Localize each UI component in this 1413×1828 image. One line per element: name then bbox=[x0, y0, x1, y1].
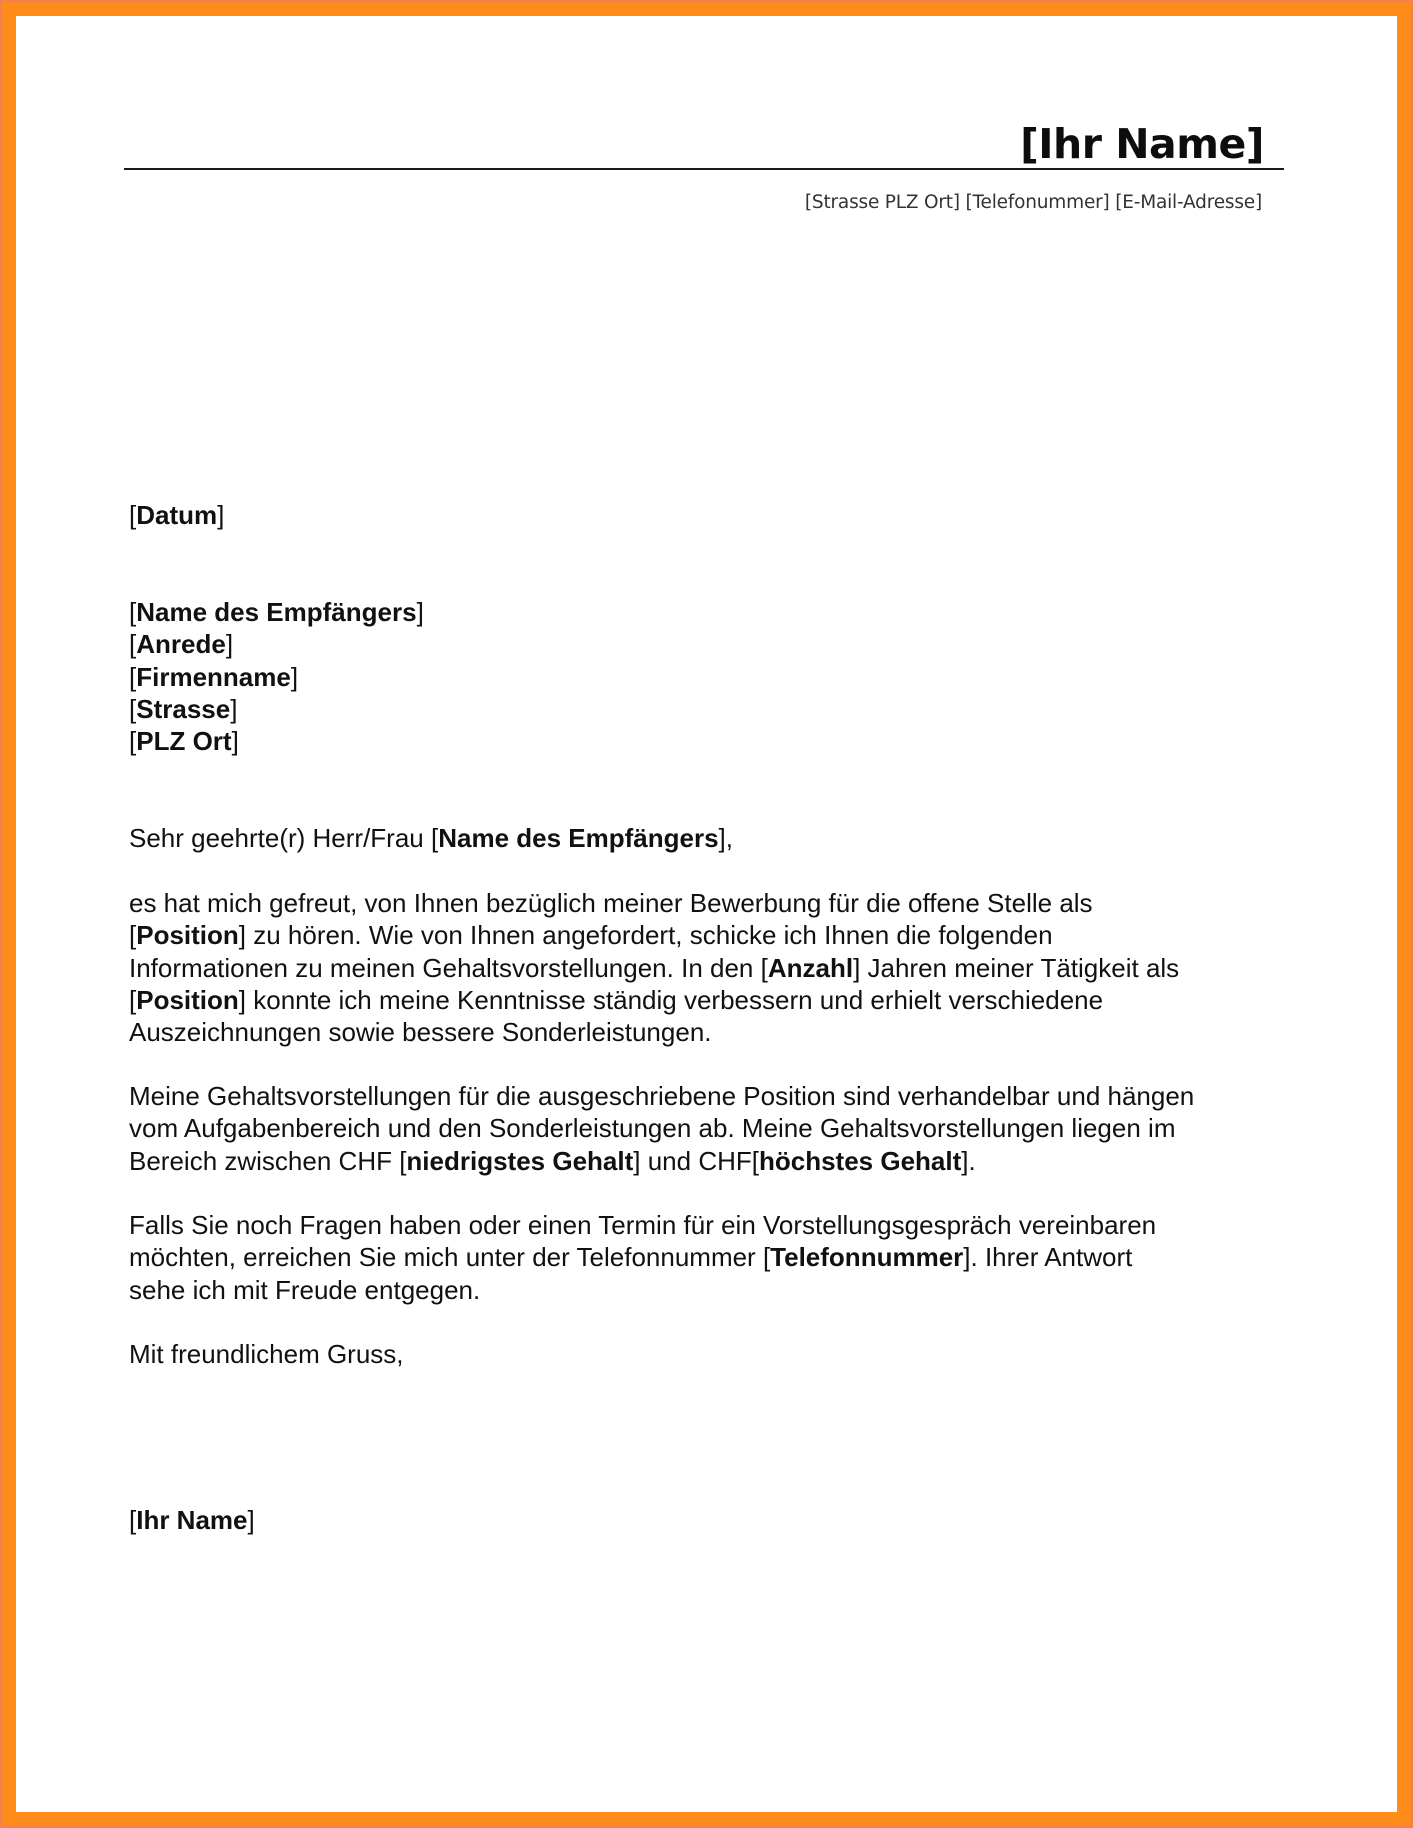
text-line bbox=[129, 984, 1179, 1016]
text-fragment: Informationen zu meinen Gehaltsvorstellungen. In den [ bbox=[129, 952, 768, 983]
bracket: [ bbox=[129, 500, 137, 530]
text-line: Meine Gehaltsvorstellungen für die ausgeschriebene Position sind verhandelbar und hängen bbox=[129, 1081, 1195, 1111]
text-fragment: ] zu hören. Wie von Ihnen angefordert, schicke ich Ihnen die folgenden bbox=[238, 920, 1053, 951]
bracket: ] bbox=[217, 500, 225, 530]
header-divider bbox=[124, 168, 1284, 170]
signature bbox=[129, 1504, 255, 1536]
salutation-text: ], bbox=[718, 823, 733, 853]
recipient-city: PLZ Ort bbox=[136, 726, 232, 757]
lowest-salary-placeholder: niedrigstes Gehalt bbox=[406, 1145, 634, 1176]
bracket: ] bbox=[416, 597, 424, 627]
bracket: ] bbox=[230, 693, 238, 724]
text-line: Falls Sie noch Fragen haben oder einen Termin für ein Vorstellungsgespräch vereinbaren bbox=[129, 1210, 1157, 1240]
text-line: sehe ich mit Freude entgegen. bbox=[129, 1274, 481, 1305]
text-line bbox=[129, 952, 1179, 984]
recipient-line bbox=[129, 693, 424, 725]
phone-placeholder: Telefonnummer bbox=[770, 1242, 964, 1273]
text-fragment: ] und CHF[ bbox=[633, 1145, 759, 1176]
sender-contact-line: [Strasse PLZ Ort] [Telefonummer] [E-Mail-Adresse] bbox=[804, 192, 1262, 213]
paragraph-contact bbox=[129, 1209, 1156, 1306]
text-fragment: ]. bbox=[961, 1145, 976, 1176]
text-line: es hat mich gefreut, von Ihnen bezüglich meiner Bewerbung für die offene Stelle als bbox=[129, 888, 1093, 918]
date-placeholder: Datum bbox=[136, 500, 218, 530]
text-line: vom Aufgabenbereich und den Sonderleistungen ab. Meine Gehaltsvorstellungen liegen im bbox=[129, 1113, 1176, 1144]
position-placeholder: Position bbox=[136, 920, 239, 951]
text-fragment: möchten, erreichen Sie mich unter der Telefonnummer [ bbox=[129, 1242, 771, 1273]
recipient-street: Strasse bbox=[136, 693, 231, 724]
text-fragment: ] konnte ich meine Kenntnisse ständig verbessern und erhielt verschiedene bbox=[238, 984, 1104, 1015]
salutation-recipient-name: Name des Empfängers bbox=[438, 823, 719, 853]
letter-page bbox=[16, 16, 1397, 1812]
recipient-address-block bbox=[129, 596, 424, 757]
bracket: [ bbox=[129, 661, 137, 692]
recipient-line bbox=[129, 661, 424, 693]
text-line: Auszeichnungen sowie bessere Sonderleistungen. bbox=[129, 1017, 712, 1048]
recipient-salutation: Anrede bbox=[136, 629, 226, 660]
recipient-line bbox=[129, 725, 424, 757]
bracket: [ bbox=[129, 693, 137, 724]
bracket: [ bbox=[129, 1505, 137, 1535]
bracket: [ bbox=[129, 726, 137, 757]
bracket: ] bbox=[247, 1505, 255, 1535]
text-line bbox=[129, 1145, 1194, 1177]
recipient-line bbox=[129, 628, 424, 660]
position-placeholder: Position bbox=[136, 984, 239, 1015]
text-fragment: ]. Ihrer Antwort bbox=[963, 1242, 1133, 1273]
recipient-name: Name des Empfängers bbox=[136, 597, 417, 627]
years-placeholder: Anzahl bbox=[767, 952, 854, 983]
bracket: [ bbox=[129, 984, 137, 1015]
bracket: [ bbox=[129, 629, 137, 660]
paragraph-intro bbox=[129, 887, 1179, 1048]
salutation-text: Sehr geehrte(r) Herr/Frau [ bbox=[129, 823, 439, 853]
closing-text: Mit freundlichem Gruss, bbox=[129, 1339, 404, 1369]
text-line bbox=[129, 919, 1179, 951]
signature-name-placeholder: Ihr Name bbox=[136, 1505, 248, 1535]
date-field bbox=[129, 499, 224, 531]
text-fragment: Bereich zwischen CHF [ bbox=[129, 1145, 407, 1176]
bracket: ] bbox=[231, 726, 239, 757]
bracket: ] bbox=[225, 629, 234, 660]
recipient-company: Firmenname bbox=[136, 661, 291, 692]
closing bbox=[129, 1338, 404, 1370]
salutation bbox=[129, 822, 733, 854]
bracket: ] bbox=[290, 661, 299, 692]
page-border bbox=[2, 2, 1411, 1826]
bracket: [ bbox=[129, 920, 137, 951]
sender-name-heading: [Ihr Name] bbox=[1020, 120, 1264, 168]
text-fragment: ] Jahren meiner Tätigkeit als bbox=[853, 952, 1180, 983]
text-line bbox=[129, 1241, 1156, 1273]
paragraph-salary bbox=[129, 1080, 1194, 1177]
recipient-line bbox=[129, 596, 424, 628]
highest-salary-placeholder: höchstes Gehalt bbox=[758, 1145, 962, 1176]
bracket: [ bbox=[129, 597, 137, 627]
